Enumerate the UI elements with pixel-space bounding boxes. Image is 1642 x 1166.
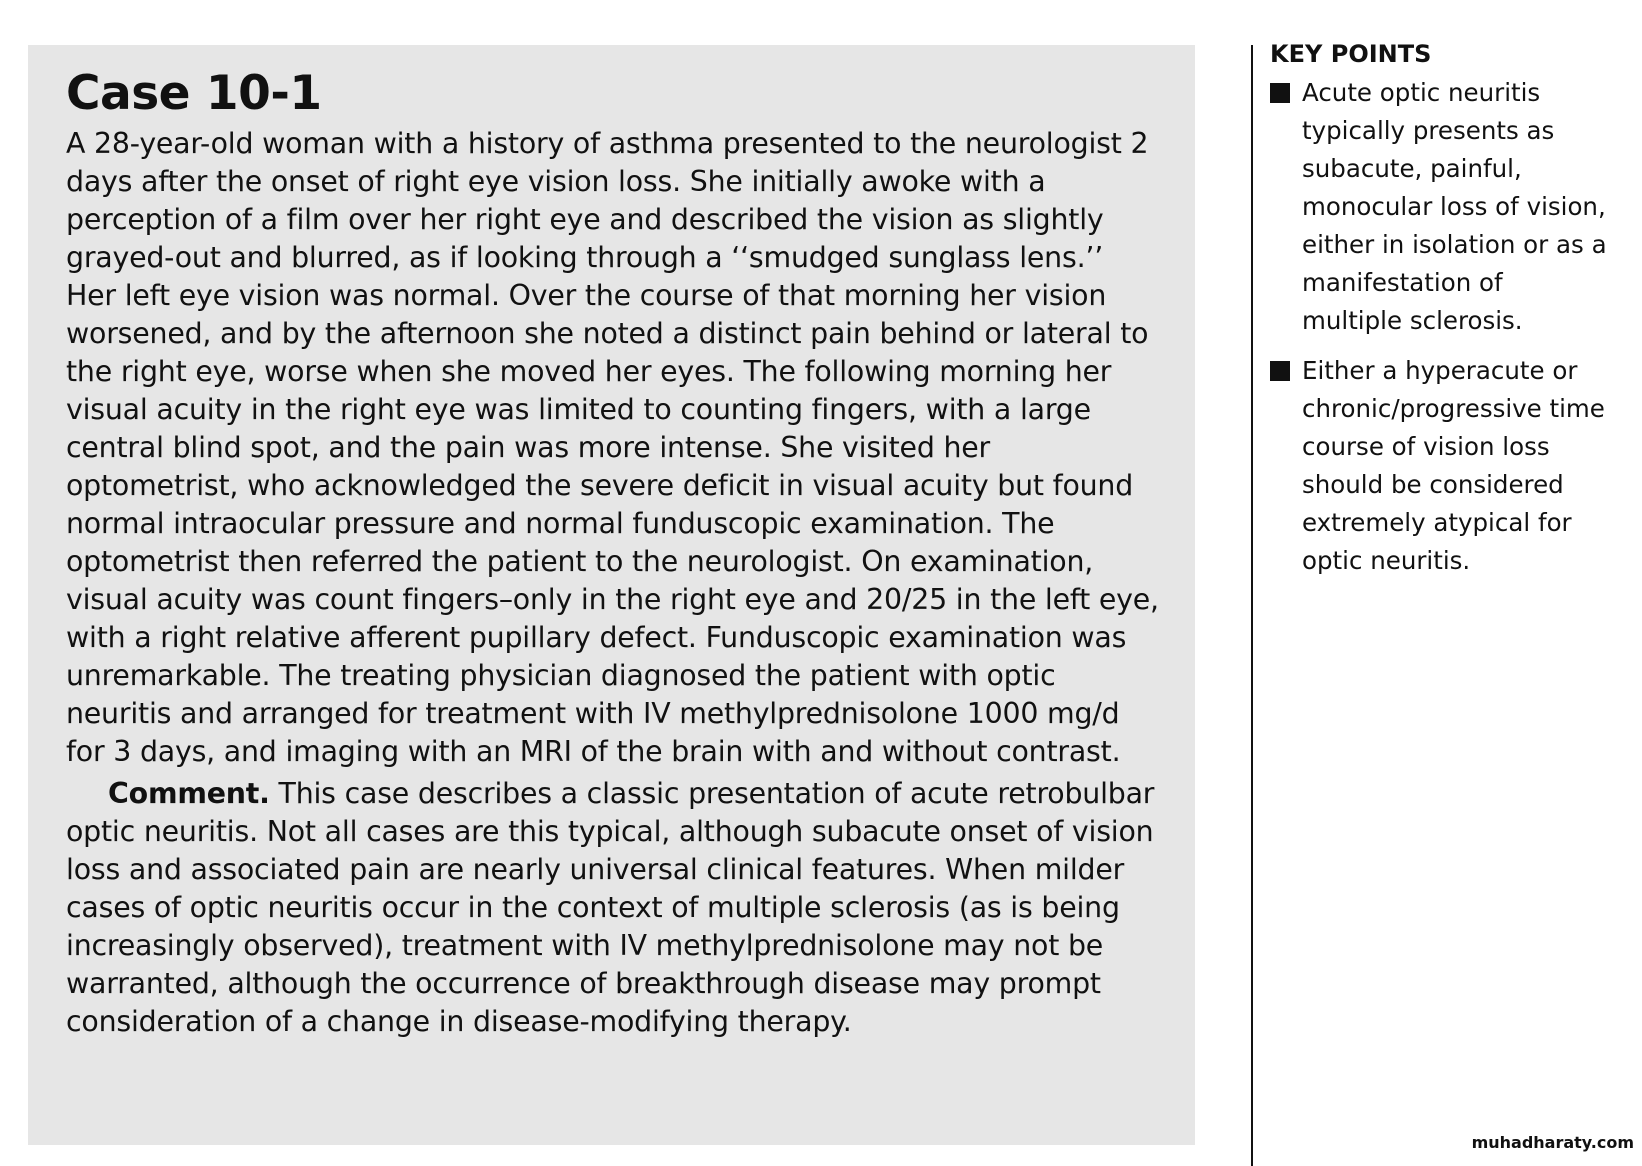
comment-text: This case describes a classic presentation of acute retrobulbar optic neuritis. Not all cases are this typical, although subacute onset of vision loss and associated pain are nearly universal clinical features. When milder cases of optic neuritis occur in the context of multiple sclerosis (as is being increasingly observed), treatment with IV methylprednisolone may not be warranted, although the occurrence of breakthrough disease may prompt consideration of a change in disease-modifying therapy. — [66, 777, 1155, 1038]
comment-label: Comment. — [108, 777, 270, 810]
square-bullet-icon — [1270, 83, 1290, 103]
watermark: muhadharaty.com — [1471, 1133, 1634, 1152]
case-comment — [66, 775, 1159, 1041]
square-bullet-icon — [1270, 361, 1290, 381]
case-body: A 28-year-old woman with a history of asthma presented to the neurologist 2 days after the onset of right eye vision loss. She initially awoke with a perception of a film over her right eye and described the vision as slightly grayed-out and blurred, as if looking through a ‘‘smudged sunglass lens.’’ Her left eye vision was normal. Over the course of that morning her vision worsened, and by the afternoon she noted a distinct pain behind or lateral to the right eye, worse when she moved her eyes. The following morning her visual acuity in the right eye was limited to counting fingers, with a large central blind spot, and the pain was more intense. She visited her optometrist, who acknowledged the severe deficit in visual acuity but found normal intraocular pressure and normal funduscopic examination. The optometrist then referred the patient to the neurologist. On examination, visual acuity was count fingers–only in the right eye and 20/25 in the left eye, with a right relative afferent pupillary defect. Funduscopic examination was unremarkable. The treating physician diagnosed the patient with optic neuritis and arranged for treatment with IV methylprednisolone 1000 mg/d for 3 days, and imaging with an MRI of the brain with and without contrast. — [66, 127, 1159, 768]
key-point-text: Acute optic neuritis typically presents as subacute, painful, monocular loss of vision, either in isolation or as a manifestation of multiple sclerosis. — [1302, 78, 1607, 335]
key-point-text: Either a hyperacute or chronic/progressive time course of vision loss should be considered extremely atypical for optic neuritis. — [1302, 356, 1605, 575]
case-box — [28, 45, 1195, 1145]
key-points-heading: KEY POINTS — [1270, 40, 1432, 68]
case-title: Case 10-1 — [66, 66, 322, 121]
column-divider — [1251, 45, 1253, 1166]
key-point-item — [1270, 352, 1640, 580]
key-point-item — [1270, 74, 1640, 340]
key-points-sidebar — [1270, 40, 1640, 592]
